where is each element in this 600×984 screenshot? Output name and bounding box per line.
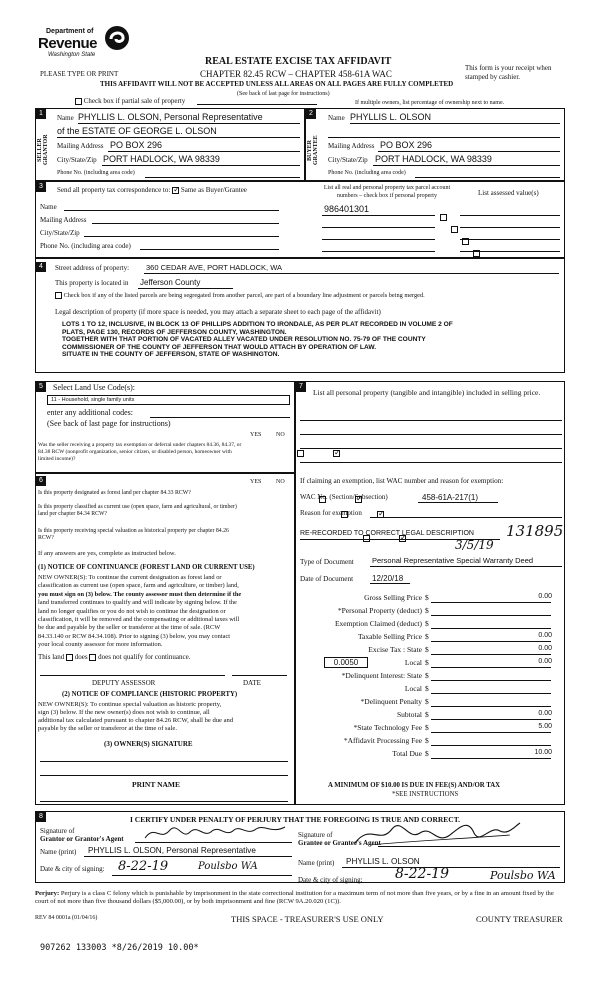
- tax-row: [300, 632, 562, 644]
- buyer-city-label: City/State/Zip: [328, 156, 368, 164]
- assessed-header: List assessed value(s): [478, 189, 539, 197]
- partial-sale-label: Check box if partial sale of property: [83, 97, 186, 105]
- tax-row-dollar: $: [425, 632, 429, 641]
- notice2-line-d: payable by the seller or transferor at the time of sale.: [38, 725, 177, 732]
- tax-row-value[interactable]: 0.00: [538, 593, 552, 600]
- tax-row-dollar: $: [425, 710, 429, 719]
- buyer-mailing-label: Mailing Address: [328, 142, 375, 150]
- rev-number: REV 84 0001a (01/04/16): [35, 915, 98, 921]
- grantor-name-label: Name (print): [40, 848, 77, 856]
- if-yes-note: If any answers are yes, complete as instructed below.: [38, 550, 176, 557]
- owner-signature-line-2[interactable]: [40, 775, 288, 776]
- partial-sale-checkbox[interactable]: [75, 98, 82, 105]
- tax-row-label: *Affidavit Processing Fee: [343, 736, 422, 745]
- s3-city-label: City/State/Zip: [40, 229, 80, 237]
- tax-row: [300, 723, 562, 735]
- forest-land-question: Is this property designated as forest land per chapter 84.33 RCW?: [38, 490, 191, 496]
- tax-row-dollar: $: [425, 697, 429, 706]
- seller-city-label: City/State/Zip: [57, 156, 97, 164]
- assessed-line-1[interactable]: [460, 215, 560, 216]
- tax-row-value[interactable]: 0.00: [538, 658, 552, 665]
- grantor-sig-line: [135, 842, 292, 843]
- qualify-label: qualify for continuance.: [123, 653, 191, 661]
- buyer-name2-line: [328, 137, 560, 138]
- notice1-line-i: your local county assessor for more information.: [38, 641, 163, 649]
- buyer-name-label: Name: [328, 114, 345, 122]
- personal-property-label: List all personal property (tangible and intangible) included in selling price.: [313, 388, 541, 397]
- grantee-name-field[interactable]: PHYLLIS L. OLSON: [346, 857, 420, 866]
- notice-continuance-title: (1) NOTICE OF CONTINUANCE (FOREST LAND OR CURRENT USE): [38, 564, 255, 571]
- located-line: [138, 288, 233, 289]
- tax-row-label: Taxable Selling Price: [357, 632, 422, 641]
- tax-row-line: [431, 758, 551, 759]
- doc-type-label: Type of Document: [300, 558, 354, 566]
- tax-row-dollar: $: [425, 593, 429, 602]
- grantee-name-label: Name (print): [298, 859, 335, 867]
- seller-city-line: [102, 165, 300, 166]
- section-1-badge: 1: [36, 109, 46, 119]
- tax-row-line: [431, 719, 551, 720]
- multiple-owners-note: If multiple owners, list percentage of ownership next to name.: [355, 100, 505, 106]
- s3-city-line[interactable]: [84, 236, 279, 237]
- seller-name2-line: [57, 137, 300, 138]
- notice1-line-e: land no longer qualifies or you do not wish to continue the designation or: [38, 607, 226, 615]
- does-not-label: does not: [98, 653, 122, 661]
- receipt-note: This form is your receipt when stamped by cashier.: [465, 64, 552, 81]
- wac-field[interactable]: 458-61A-217(1): [422, 493, 479, 502]
- tax-row-label: *State Technology Fee: [353, 723, 422, 732]
- buyer-city-field[interactable]: PORT HADLOCK, WA 98339: [375, 154, 492, 164]
- tax-row-line: [431, 667, 551, 668]
- grantor-agent-label: Grantor or Grantor's Agent: [40, 835, 124, 843]
- parcel-line-2[interactable]: [322, 227, 435, 228]
- tax-row-label: Total Due: [392, 749, 422, 758]
- street-label: Street address of property:: [55, 264, 130, 272]
- grantor-date-field[interactable]: 8-22-19: [118, 859, 169, 874]
- tax-row: [300, 606, 562, 618]
- tax-row: [300, 736, 562, 748]
- tax-row-label: Local: [404, 658, 422, 667]
- grantee-date-label: Date & city of signing:: [298, 876, 363, 884]
- logo-line1: Department of: [46, 28, 94, 35]
- historic-question: Is this property receiving special valuation as historical property per chapter 84.26 RCW?: [38, 528, 229, 541]
- tax-row: [300, 684, 562, 696]
- tax-row-label: Exemption Claimed (deduct): [334, 619, 422, 628]
- parcel-pp-checkbox-1[interactable]: [440, 214, 447, 221]
- partial-sale-row: [75, 97, 185, 105]
- section-5-badge: 5: [36, 382, 46, 392]
- tax-row-line: [431, 654, 551, 655]
- buyer-phone-label: Phone No. (including area code): [328, 170, 406, 176]
- see-back-header: (See back of last page for instructions): [237, 91, 330, 97]
- legal-description[interactable]: [62, 321, 453, 359]
- buyer-mailing-field[interactable]: PO BOX 296: [380, 140, 433, 150]
- doc-date-field[interactable]: 12/20/18: [372, 574, 404, 583]
- personal-line-3[interactable]: [300, 448, 562, 449]
- tax-row-dollar: $: [425, 736, 429, 745]
- tax-row: [300, 658, 562, 670]
- tax-row-label: Gross Selling Price: [364, 593, 422, 602]
- please-type: PLEASE TYPE OR PRINT: [40, 70, 119, 78]
- tax-row-value[interactable]: 5.00: [538, 723, 552, 730]
- tax-row-dollar: $: [425, 723, 429, 732]
- parcel-field-1[interactable]: 986401301: [324, 204, 370, 214]
- tax-row-line: [431, 732, 551, 733]
- tax-row-dollar: $: [425, 645, 429, 654]
- s3-phone-line[interactable]: [140, 249, 279, 250]
- grantor-city-field[interactable]: Poulsbo WA: [198, 861, 258, 872]
- grantee-name-line: [342, 867, 560, 868]
- personal-line-1[interactable]: [300, 420, 562, 421]
- treasurer-space: THIS SPACE - TREASURER'S USE ONLY: [231, 914, 384, 924]
- does-not-checkbox[interactable]: [89, 654, 96, 661]
- tax-row-label: *Delinquent Interest: State: [341, 671, 422, 680]
- assessed-line-2[interactable]: [460, 227, 560, 228]
- tax-row-value[interactable]: 10.00: [534, 749, 552, 756]
- located-label: This property is located in: [55, 279, 129, 287]
- tax-row-line: [431, 615, 551, 616]
- s6-yes-header: YES: [250, 479, 262, 485]
- tax-row-line: [431, 602, 551, 603]
- tax-row: [300, 619, 562, 631]
- seller-mailing-label: Mailing Address: [57, 142, 104, 150]
- tax-row-value[interactable]: 0.00: [538, 632, 552, 639]
- reason-label: Reason for exemption: [300, 509, 362, 517]
- personal-line-4[interactable]: [300, 462, 562, 463]
- street-line: [144, 273, 559, 274]
- grantor-date-line: [112, 875, 292, 876]
- personal-line-2[interactable]: [300, 434, 562, 435]
- owner-signature-line-1[interactable]: [40, 761, 288, 762]
- handwritten-date: 3/5/19: [455, 538, 494, 552]
- grantor-sig-label: [40, 827, 124, 843]
- tax-row-label: Subtotal: [396, 710, 422, 719]
- located-field[interactable]: Jefferson County: [140, 278, 201, 287]
- partial-sale-line: [197, 104, 317, 105]
- tax-row: [300, 749, 562, 761]
- tax-row-line: [431, 706, 551, 707]
- doc-type-line: [370, 566, 562, 567]
- seller-side-label: SELLER GRANTOR: [37, 134, 49, 166]
- perjury-text: Perjury is a class C felony which is punishable by imprisonment in the state correctional institution for a maximum term of not more than five years, or by a fine in an amount fixed by the court of not more than five thousand dollars ($5,000.00), or by both imprisonment and fine (RCW 9A.20.020 (1C)).: [35, 890, 554, 906]
- doc-date-label: Date of Document: [300, 575, 354, 583]
- seller-city-field[interactable]: PORT HADLOCK, WA 98339: [103, 154, 220, 164]
- notice1-line-d: land transferred continues to qualify and will indicate by signing below. If the: [38, 599, 237, 607]
- section-2-badge: 2: [306, 109, 316, 119]
- notice1-line-c: you must sign on (3) below. The county assessor must then determine if the: [38, 590, 242, 598]
- tax-row-line: [431, 693, 551, 694]
- seller-phone-line: [145, 177, 300, 178]
- wac-label: WAC No. (Section/Subsection): [300, 493, 388, 501]
- notice1-line-a: NEW OWNER(S): To continue the current designation as forest land or: [38, 574, 222, 581]
- deputy-signature-line[interactable]: [40, 675, 225, 676]
- wac-line: [418, 502, 498, 503]
- tax-row-dollar: $: [425, 749, 429, 758]
- print-name-line[interactable]: [40, 801, 288, 802]
- form-warning: THIS AFFIDAVIT WILL NOT BE ACCEPTED UNLESS ALL AREAS ON ALL PAGES ARE FULLY COMPLETED: [100, 80, 454, 88]
- send-correspondence-label: Send all property tax correspondence to:: [57, 186, 171, 194]
- certify-statement: I CERTIFY UNDER PENALTY OF PERJURY THAT THE FOREGOING IS TRUE AND CORRECT.: [130, 815, 461, 824]
- seller-name-field-2[interactable]: of the ESTATE OF GEORGE L. OLSON: [57, 126, 217, 136]
- assessed-line-3[interactable]: [460, 239, 560, 240]
- seller-name-field[interactable]: PHYLLIS L. OLSON, Personal Representative: [78, 112, 263, 122]
- section-6-badge: 6: [36, 476, 46, 486]
- parcel-line-1: [322, 215, 435, 216]
- parcel-line-4[interactable]: [322, 251, 435, 252]
- s3-name-label: Name: [40, 203, 57, 211]
- continuance-row: [38, 653, 190, 661]
- handwritten-number: 131895: [506, 522, 564, 540]
- grantee-date-field[interactable]: 8-22-19: [395, 866, 449, 882]
- s3-mailing-label: Mailing Address: [40, 216, 87, 224]
- seller-phone-label: Phone No. (including area code): [57, 170, 135, 176]
- grantor-date-label: Date & city of signing:: [40, 865, 105, 873]
- owner-signature-label: (3) OWNER(S) SIGNATURE: [104, 740, 193, 748]
- buyer-mailing-line: [378, 151, 560, 152]
- see-instructions-note: *SEE INSTRUCTIONS: [392, 791, 459, 798]
- additional-codes-label: enter any additional codes:: [47, 408, 133, 417]
- s3-mailing-line[interactable]: [92, 223, 279, 224]
- s5-see-back: (See back of last page for instructions): [47, 419, 171, 428]
- land-use-select[interactable]: 11 - Household, single family units: [47, 395, 290, 405]
- perjury-bold: Perjury:: [35, 890, 60, 897]
- grantor-signature[interactable]: [140, 822, 290, 844]
- sig-of-label-right: Signature of: [298, 831, 333, 839]
- s3-name-line[interactable]: [64, 210, 279, 211]
- reason-field[interactable]: RE-RECORDED TO CORRECT LEGAL DESCRIPTION: [300, 530, 474, 537]
- grantor-name-line: [84, 856, 292, 857]
- tax-row-value[interactable]: 0.00: [538, 645, 552, 652]
- tax-row: [300, 710, 562, 722]
- tax-row-label: Excise Tax : State: [368, 645, 422, 654]
- doc-type-field[interactable]: Personal Representative Special Warranty Deed: [372, 556, 534, 565]
- notice2-line-a: NEW OWNER(S): To continue special valuation as historic property,: [38, 701, 222, 708]
- notice1-line-f: classification, it will be removed and the compensating or additional taxes will: [38, 616, 240, 624]
- grantee-signature[interactable]: [350, 815, 525, 855]
- sig-of-label-left: Signature of: [40, 827, 75, 835]
- local-rate-box[interactable]: 0.0050: [324, 657, 368, 668]
- grantee-agent-label: Grantee or Grantee's Agent: [298, 839, 381, 847]
- parcel-header: List all real and personal property tax parcel account numbers – check box if personal property: [323, 185, 451, 199]
- buyer-name-line: [350, 123, 560, 124]
- legal-line-1: LOTS 1 TO 12, INCLUSIVE, IN BLOCK 13 OF PHILLIPS ADDITION TO IRONDALE, AS PER PLAT RECORDED IN VOLUME 2 OF: [62, 321, 453, 328]
- exemption-question: Was the seller receiving a property tax exemption or deferral under chapters 84.36, 84.37, or 84.38 RCW (nonprofit organization, senior citizen, or disabled person, homeowner with limited income)?: [38, 442, 242, 462]
- s5-no-header: NO: [276, 432, 285, 438]
- current-use-question: Is this property classified as current use (open space, farm and agricultural, or timber) land per chapter 84.34 RCW?: [38, 504, 237, 517]
- notice2-line-b: sign (3) below. If the new owner(s) does not wish to continue, all: [38, 709, 210, 716]
- dor-logo: [38, 22, 133, 62]
- land-use-label: Select Land Use Code(s):: [53, 383, 135, 392]
- notice2-line-c: additional tax calculated pursuant to chapter 84.26 RCW, shall be due and: [38, 717, 234, 724]
- seller-mailing-field[interactable]: PO BOX 296: [110, 140, 163, 150]
- tax-row-label: *Delinquent Penalty: [360, 697, 422, 706]
- additional-codes-line[interactable]: [150, 417, 290, 418]
- seller-name-label: Name: [57, 114, 74, 122]
- tax-row-dollar: $: [425, 619, 429, 628]
- tax-row-dollar: $: [425, 658, 429, 667]
- reason-line-1: [370, 517, 562, 518]
- segregated-checkbox[interactable]: [55, 292, 62, 299]
- tax-row-dollar: $: [425, 684, 429, 693]
- grantee-sig-line: [378, 846, 560, 847]
- buyer-side-label: BUYER GRANTEE: [307, 135, 319, 165]
- legal-line-3: TOGETHER WITH THAT PORTION OF VACATED ALLEY VACATED UNDER RESOLUTION NO. 75-79 OF THE COUNTY: [62, 336, 426, 344]
- notice-continuance-text: [38, 574, 293, 650]
- logo-line2: Revenue: [38, 35, 98, 52]
- buyer-phone-line: [415, 177, 560, 178]
- county-treasurer: COUNTY TREASURER: [476, 914, 563, 924]
- section-8-badge: 8: [36, 812, 46, 822]
- parcel-pp-checkbox-2[interactable]: [451, 226, 458, 233]
- seller-mailing-line: [108, 151, 300, 152]
- assessed-line-4[interactable]: [460, 251, 560, 252]
- notice-compliance-title: (2) NOTICE OF COMPLIANCE (HISTORIC PROPERTY): [62, 691, 238, 698]
- logo-line3: Washington State: [48, 52, 96, 58]
- s6-no-header: NO: [276, 479, 285, 485]
- notice-compliance-text: [38, 701, 293, 733]
- tax-row: [300, 593, 562, 605]
- tax-row-line: [431, 745, 551, 746]
- form-chapter: CHAPTER 82.45 RCW – CHAPTER 458-61A WAC: [200, 69, 392, 79]
- legal-label: Legal description of property (if more space is needed, you may attach a separate sheet to each page of the affidavit): [55, 308, 381, 316]
- tax-row-value[interactable]: 0.00: [538, 710, 552, 717]
- send-correspondence-row: [57, 186, 247, 194]
- perjury-notice: [35, 890, 565, 907]
- grantor-name-field[interactable]: PHYLLIS L. OLSON, Personal Representative: [88, 846, 256, 855]
- notice1-line-b: classification as current use (open space, farm and agriculture, or timber) land,: [38, 582, 239, 590]
- grantee-date-line: [372, 882, 560, 883]
- segregated-label: Check box if any of the listed parcels are being segregated from another parcel, are part of a boundary line adjustment or parcels being merged.: [63, 292, 425, 299]
- does-label: does: [74, 653, 88, 661]
- minimum-due-note: A MINIMUM OF $10.00 IS DUE IN FEE(S) AND/OR TAX: [328, 782, 501, 789]
- this-land-label: This land: [38, 653, 65, 661]
- tax-row-label: *Personal Property (deduct): [337, 606, 422, 615]
- cashier-stamp: 907262 133003 *8/26/2019 10.00*: [40, 943, 199, 953]
- tax-row-label: Local: [404, 684, 422, 693]
- legal-line-5: SITUATE IN THE COUNTY OF JEFFERSON, STATE OF WASHINGTON.: [62, 351, 280, 359]
- deputy-date-label: DATE: [243, 679, 261, 687]
- segregated-row: [55, 292, 425, 299]
- tax-row: [300, 671, 562, 683]
- legal-line-4: COMMISSIONER OF THE COUNTY OF JEFFERSON THAT WOULD ATTACH BY OPERATION OF LAW.: [62, 343, 377, 351]
- street-field[interactable]: 360 CEDAR AVE, PORT HADLOCK, WA: [146, 263, 283, 272]
- tax-row-line: [431, 628, 551, 629]
- section-7-badge: 7: [296, 382, 306, 392]
- same-as-buyer-checkbox[interactable]: [172, 187, 179, 194]
- buyer-name-field[interactable]: PHYLLIS L. OLSON: [350, 112, 432, 122]
- section-3-badge: 3: [36, 182, 46, 192]
- parcel-line-3[interactable]: [322, 239, 435, 240]
- legal-line-2: PLATS, PAGE 130, RECORDS OF JEFFERSON COUNTY, WASHINGTON.: [62, 328, 287, 336]
- s5-yes-header: YES: [250, 432, 262, 438]
- section-4-badge: 4: [36, 262, 46, 272]
- deputy-date-line[interactable]: [232, 675, 287, 676]
- dor-swirl-icon: [102, 24, 132, 52]
- does-checkbox[interactable]: [66, 654, 73, 661]
- form-title: REAL ESTATE EXCISE TAX AFFIDAVIT: [205, 56, 392, 67]
- tax-row-line: [431, 680, 551, 681]
- same-as-buyer-label: Same as Buyer/Grantee: [180, 186, 247, 194]
- seller-name-line: [78, 123, 300, 124]
- deputy-assessor-label: DEPUTY ASSESSOR: [92, 679, 156, 687]
- exemption-header: If claiming an exemption, list WAC number and reason for exemption:: [300, 477, 504, 485]
- tax-row: [300, 645, 562, 657]
- doc-date-line: [370, 583, 410, 584]
- tax-row-dollar: $: [425, 671, 429, 680]
- notice1-line-h: 84.33.140 or RCW 84.34.108). Prior to signing (3) below, you may contact: [38, 632, 231, 640]
- notice1-line-g: be due and payable by the seller or transferor at the time of sale. (RCW: [38, 624, 221, 632]
- tax-row-dollar: $: [425, 606, 429, 615]
- buyer-city-line: [373, 165, 560, 166]
- tax-row: [300, 697, 562, 709]
- s3-phone-label: Phone No. (including area code): [40, 242, 131, 250]
- tax-row-line: [431, 641, 551, 642]
- grantee-city-field[interactable]: Poulsbo WA: [490, 869, 556, 882]
- print-name-label: PRINT NAME: [132, 780, 180, 789]
